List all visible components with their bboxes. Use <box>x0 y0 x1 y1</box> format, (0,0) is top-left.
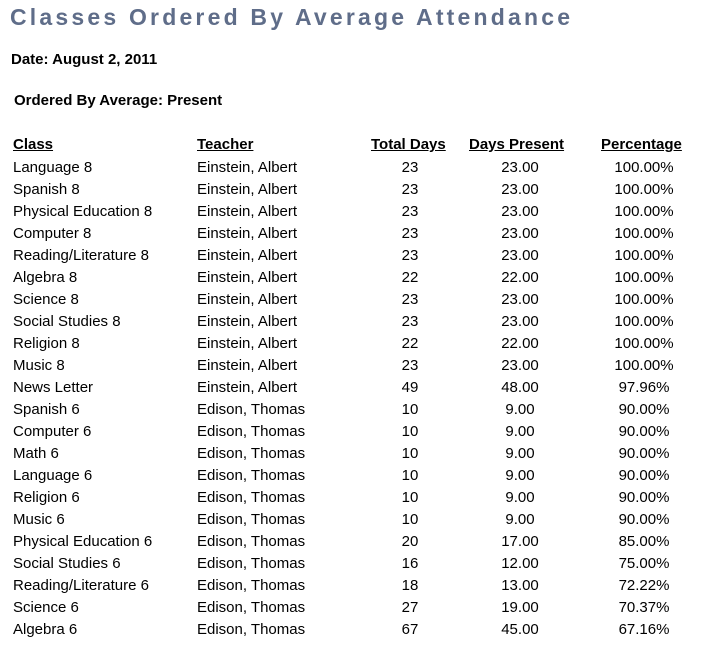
cell-teacher: Einstein, Albert <box>197 357 298 374</box>
cell-percentage: 97.96% <box>618 379 670 396</box>
cell-total-days: 10 <box>401 467 419 484</box>
cell-teacher: Edison, Thomas <box>197 489 306 506</box>
cell-class: Spanish 6 <box>13 401 80 418</box>
table-row <box>0 466 714 488</box>
cell-teacher: Einstein, Albert <box>197 291 298 308</box>
cell-total-days: 20 <box>401 533 419 550</box>
cell-teacher: Einstein, Albert <box>197 181 298 198</box>
cell-class: Language 6 <box>13 467 93 484</box>
table-row <box>0 400 714 422</box>
cell-class: Music 6 <box>13 511 65 528</box>
cell-class: Math 6 <box>13 445 59 462</box>
table-row <box>0 510 714 532</box>
cell-days-present: 23.00 <box>501 181 539 198</box>
table-row <box>0 488 714 510</box>
cell-total-days: 18 <box>401 577 419 594</box>
cell-days-present: 23.00 <box>501 159 539 176</box>
cell-class: Computer 6 <box>13 423 92 440</box>
cell-percentage: 100.00% <box>614 313 674 330</box>
cell-total-days: 23 <box>401 357 419 374</box>
cell-days-present: 9.00 <box>505 511 535 528</box>
cell-days-present: 13.00 <box>501 577 539 594</box>
table-row <box>0 180 714 202</box>
table-row <box>0 158 714 180</box>
cell-days-present: 48.00 <box>501 379 539 396</box>
column-header-total-days: Total Days <box>371 136 446 153</box>
cell-total-days: 23 <box>401 247 419 264</box>
cell-total-days: 23 <box>401 181 419 198</box>
cell-percentage: 72.22% <box>618 577 670 594</box>
cell-percentage: 100.00% <box>614 269 674 286</box>
cell-teacher: Einstein, Albert <box>197 313 298 330</box>
cell-teacher: Einstein, Albert <box>197 225 298 242</box>
cell-class: Language 8 <box>13 159 93 176</box>
cell-teacher: Edison, Thomas <box>197 621 306 638</box>
cell-class: Social Studies 8 <box>13 313 121 330</box>
cell-total-days: 10 <box>401 511 419 528</box>
cell-teacher: Einstein, Albert <box>197 379 298 396</box>
cell-teacher: Einstein, Albert <box>197 247 298 264</box>
cell-teacher: Edison, Thomas <box>197 599 306 616</box>
cell-percentage: 100.00% <box>614 159 674 176</box>
table-row <box>0 576 714 598</box>
cell-percentage: 100.00% <box>614 335 674 352</box>
cell-class: Music 8 <box>13 357 65 374</box>
cell-percentage: 100.00% <box>614 181 674 198</box>
cell-days-present: 22.00 <box>501 269 539 286</box>
cell-total-days: 23 <box>401 225 419 242</box>
cell-days-present: 23.00 <box>501 203 539 220</box>
cell-total-days: 23 <box>401 159 419 176</box>
cell-teacher: Edison, Thomas <box>197 445 306 462</box>
cell-days-present: 9.00 <box>505 489 535 506</box>
cell-class: Religion 8 <box>13 335 80 352</box>
table-row <box>0 290 714 312</box>
cell-class: Computer 8 <box>13 225 92 242</box>
cell-teacher: Edison, Thomas <box>197 511 306 528</box>
cell-class: Reading/Literature 8 <box>13 247 149 264</box>
cell-teacher: Einstein, Albert <box>197 269 298 286</box>
cell-class: Science 8 <box>13 291 79 308</box>
report-date: Date: August 2, 2011 <box>11 51 158 68</box>
table-row <box>0 598 714 620</box>
cell-class: Physical Education 8 <box>13 203 153 220</box>
cell-percentage: 100.00% <box>614 203 674 220</box>
cell-percentage: 85.00% <box>618 533 670 550</box>
cell-total-days: 22 <box>401 335 419 352</box>
cell-class: Algebra 6 <box>13 621 78 638</box>
cell-teacher: Einstein, Albert <box>197 159 298 176</box>
cell-percentage: 100.00% <box>614 247 674 264</box>
cell-percentage: 100.00% <box>614 225 674 242</box>
table-body <box>0 158 714 642</box>
cell-total-days: 22 <box>401 269 419 286</box>
cell-percentage: 90.00% <box>618 423 670 440</box>
table-row <box>0 378 714 400</box>
cell-percentage: 67.16% <box>618 621 670 638</box>
cell-total-days: 23 <box>401 203 419 220</box>
cell-days-present: 9.00 <box>505 401 535 418</box>
cell-class: Physical Education 6 <box>13 533 153 550</box>
table-row <box>0 224 714 246</box>
cell-total-days: 10 <box>401 489 419 506</box>
cell-teacher: Einstein, Albert <box>197 335 298 352</box>
cell-teacher: Edison, Thomas <box>197 577 306 594</box>
cell-days-present: 45.00 <box>501 621 539 638</box>
cell-class: Spanish 8 <box>13 181 80 198</box>
table-row <box>0 356 714 378</box>
cell-total-days: 10 <box>401 423 419 440</box>
cell-total-days: 67 <box>401 621 419 638</box>
table-row <box>0 268 714 290</box>
cell-teacher: Edison, Thomas <box>197 467 306 484</box>
report-title: Classes Ordered By Average Attendance <box>10 4 574 30</box>
cell-class: Religion 6 <box>13 489 80 506</box>
cell-teacher: Edison, Thomas <box>197 555 306 572</box>
cell-percentage: 90.00% <box>618 467 670 484</box>
table-row <box>0 334 714 356</box>
cell-total-days: 23 <box>401 291 419 308</box>
table-row <box>0 554 714 576</box>
cell-total-days: 10 <box>401 445 419 462</box>
cell-total-days: 23 <box>401 313 419 330</box>
cell-teacher: Edison, Thomas <box>197 423 306 440</box>
cell-total-days: 10 <box>401 401 419 418</box>
column-header-days-present: Days Present <box>469 136 565 153</box>
cell-percentage: 90.00% <box>618 401 670 418</box>
cell-days-present: 17.00 <box>501 533 539 550</box>
column-header-class: Class <box>13 136 54 153</box>
column-header-teacher: Teacher <box>197 136 254 153</box>
cell-days-present: 23.00 <box>501 291 539 308</box>
cell-days-present: 22.00 <box>501 335 539 352</box>
cell-total-days: 16 <box>401 555 419 572</box>
cell-percentage: 90.00% <box>618 489 670 506</box>
cell-percentage: 70.37% <box>618 599 670 616</box>
cell-percentage: 100.00% <box>614 357 674 374</box>
cell-class: News Letter <box>13 379 94 396</box>
table-row <box>0 202 714 224</box>
cell-percentage: 90.00% <box>618 511 670 528</box>
cell-days-present: 23.00 <box>501 357 539 374</box>
cell-days-present: 19.00 <box>501 599 539 616</box>
cell-days-present: 9.00 <box>505 467 535 484</box>
table-row <box>0 444 714 466</box>
cell-class: Algebra 8 <box>13 269 78 286</box>
cell-days-present: 23.00 <box>501 247 539 264</box>
cell-teacher: Edison, Thomas <box>197 533 306 550</box>
cell-percentage: 90.00% <box>618 445 670 462</box>
table-row <box>0 532 714 554</box>
cell-days-present: 9.00 <box>505 423 535 440</box>
table-row <box>0 312 714 334</box>
cell-days-present: 12.00 <box>501 555 539 572</box>
cell-days-present: 23.00 <box>501 225 539 242</box>
cell-percentage: 100.00% <box>614 291 674 308</box>
cell-total-days: 27 <box>401 599 419 616</box>
cell-class: Reading/Literature 6 <box>13 577 149 594</box>
cell-days-present: 9.00 <box>505 445 535 462</box>
cell-teacher: Einstein, Albert <box>197 203 298 220</box>
cell-teacher: Edison, Thomas <box>197 401 306 418</box>
table-row <box>0 620 714 642</box>
cell-days-present: 23.00 <box>501 313 539 330</box>
cell-class: Social Studies 6 <box>13 555 121 572</box>
table-row <box>0 422 714 444</box>
cell-total-days: 49 <box>401 379 419 396</box>
cell-class: Science 6 <box>13 599 79 616</box>
cell-percentage: 75.00% <box>618 555 670 572</box>
table-row <box>0 246 714 268</box>
ordered-by-label: Ordered By Average: Present <box>14 92 223 109</box>
column-header-percentage: Percentage <box>601 136 682 153</box>
